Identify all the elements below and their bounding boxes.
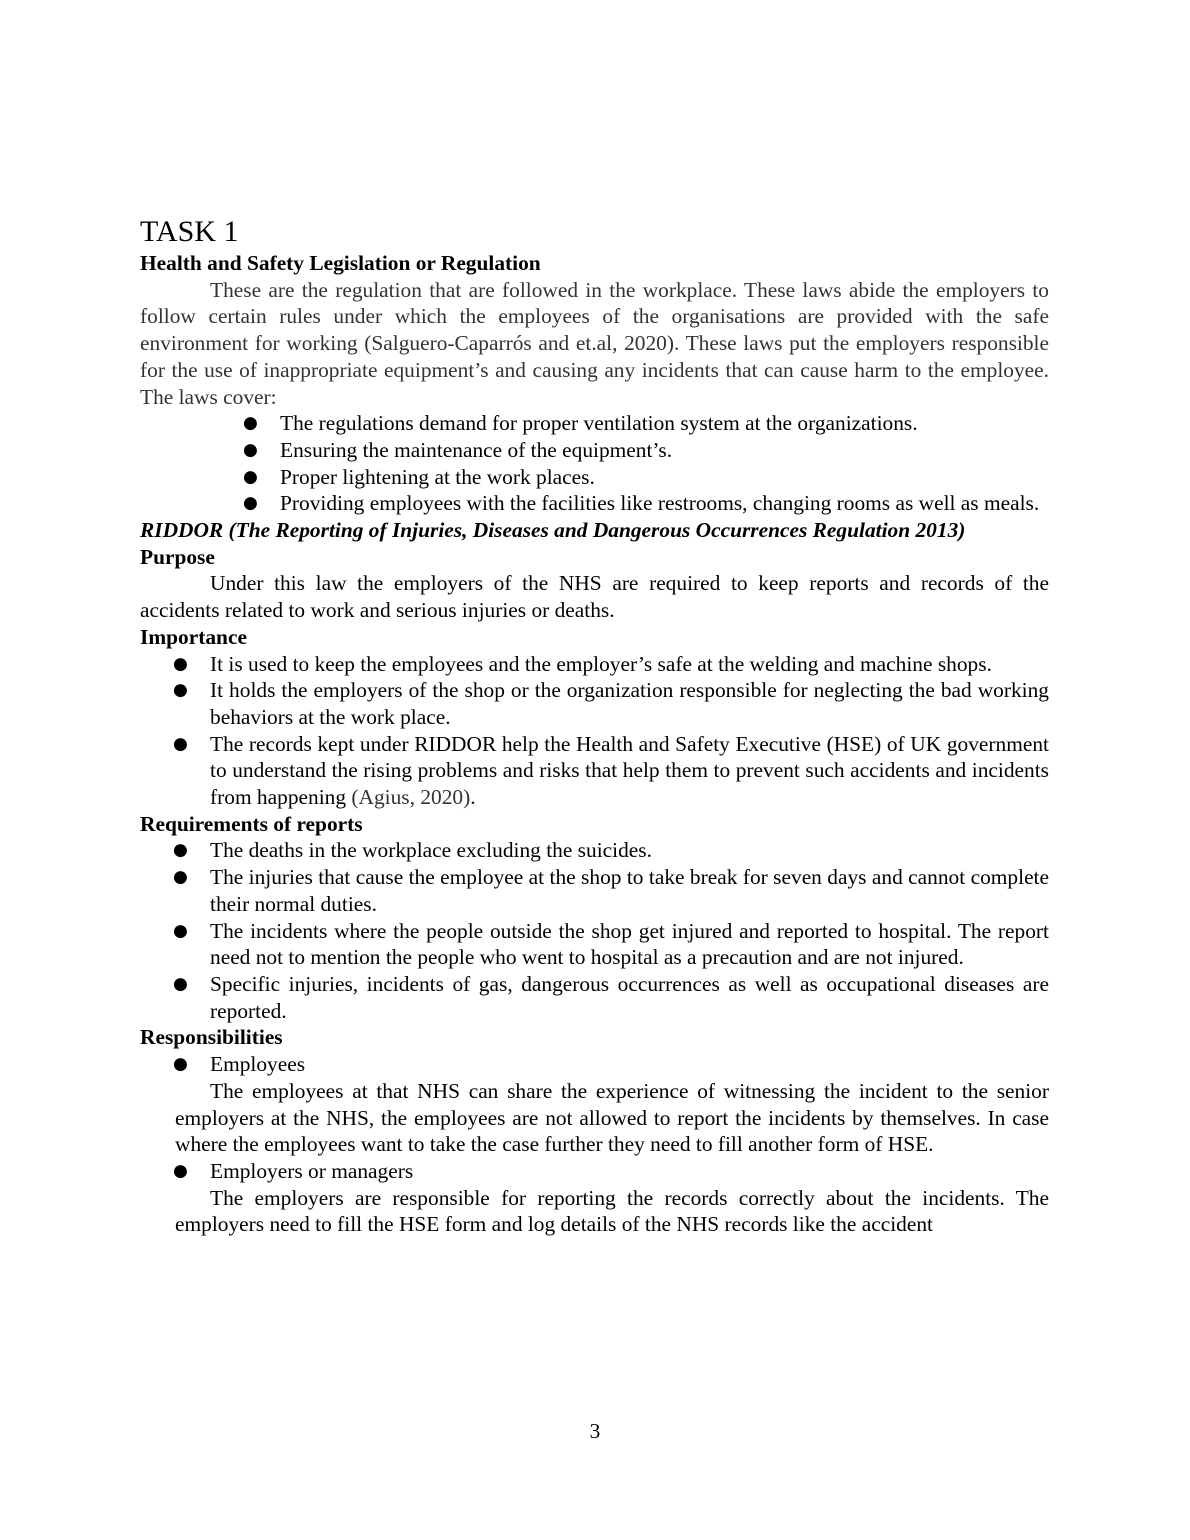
list-item: [140, 437, 1049, 464]
requirements-list: [140, 837, 1049, 1024]
employees-paragraph: The employees at that NHS can share the experience of witnessing the incident to the senior employers at the NHS, the employees are not allowed to report the incidents by themselves. In case where the employees want to take the case further they need to fill another form of HSE.: [175, 1078, 1049, 1157]
list-item: [140, 677, 1049, 730]
intro-paragraph: These are the regulation that are followed in the workplace. These laws abide the employers to follow certain rules under which the employees of the organisations are provided with the safe environment for working (Salguero-Caparrós and et.al, 2020). These laws put the employers responsible for the use of inappropriate equipment’s and causing any incidents that can cause harm to the employee. The laws cover:: [140, 277, 1049, 409]
page-content: [140, 214, 1049, 1238]
bullet-icon: ●: [243, 413, 258, 434]
task-title: TASK 1: [140, 215, 239, 248]
list-item: [140, 731, 1049, 811]
responsibilities-list-2: [140, 1158, 1049, 1185]
list-item-text: Ensuring the maintenance of the equipment’s.: [280, 437, 673, 462]
responsibilities-list: [140, 1051, 1049, 1078]
list-item-text: The deaths in the workplace excluding the suicides.: [210, 838, 652, 863]
bullet-icon: ●: [173, 1160, 188, 1181]
list-item-text: Providing employees with the facilities like restrooms, changing rooms as well as meals.: [280, 491, 1040, 516]
list-item-text: It holds the employers of the shop or the organization responsible for neglecting the bad working behaviors at the work place.: [210, 678, 1049, 729]
requirements-heading: Requirements of reports: [140, 811, 363, 836]
bullet-icon: ●: [173, 840, 188, 861]
riddor-title: RIDDOR (The Reporting of Injuries, Diseases and Dangerous Occurrences Regulation 2013): [140, 518, 966, 543]
importance-heading: Importance: [140, 624, 247, 649]
list-item: [140, 971, 1049, 1024]
laws-cover-list: [140, 410, 1049, 517]
bullet-icon: ●: [173, 920, 188, 941]
bullet-icon: ●: [173, 733, 188, 754]
list-item-text: The injuries that cause the employee at the shop to take break for seven days and cannot complete their normal duties.: [210, 865, 1049, 916]
bullet-icon: ●: [173, 1054, 188, 1075]
citation: (Agius, 2020): [351, 785, 471, 810]
list-item: [140, 864, 1049, 917]
list-item: [140, 410, 1049, 437]
employers-paragraph: The employers are responsible for reporting the records correctly about the incidents. The employers need to fill the HSE form and log details of the NHS records like the accident: [175, 1185, 1049, 1237]
responsibility-label: Employers or managers: [210, 1158, 414, 1183]
bullet-icon: ●: [173, 973, 188, 994]
responsibility-label: Employees: [210, 1052, 306, 1077]
responsibilities-heading: Responsibilities: [140, 1025, 283, 1050]
bullet-icon: ●: [173, 653, 188, 674]
list-item: [140, 1051, 1049, 1078]
list-item-text: The regulations demand for proper ventilation system at the organizations.: [280, 411, 918, 436]
purpose-heading: Purpose: [140, 544, 215, 569]
list-item-text: Proper lightening at the work places.: [280, 464, 595, 489]
bullet-icon: ●: [243, 493, 258, 514]
bullet-icon: ●: [243, 439, 258, 460]
section-heading-health-safety: Health and Safety Legislation or Regulation: [140, 251, 541, 275]
list-item-text: Specific injuries, incidents of gas, dangerous occurrences as well as occupational diseases are reported.: [210, 971, 1049, 1023]
list-item: [140, 918, 1049, 971]
bullet-icon: ●: [173, 680, 188, 701]
list-item: [140, 464, 1049, 491]
list-item-text: The incidents where the people outside the shop get injured and reported to hospital. The report need not to mention the people who went to hospital as a precaution and are not injured.: [210, 918, 1049, 970]
list-item-text: It is used to keep the employees and the employer’s safe at the welding and machine shops.: [210, 651, 992, 676]
list-item: [140, 837, 1049, 864]
list-item: [140, 651, 1049, 678]
page-number: 3: [589, 1419, 601, 1443]
sentence-end: .: [470, 785, 476, 810]
list-item: [140, 1158, 1049, 1185]
purpose-paragraph: Under this law the employers of the NHS are required to keep reports and records of the accidents related to work and serious injuries or deaths.: [140, 571, 1049, 623]
list-item-text: The records kept under RIDDOR help the Health and Safety Executive (HSE) of UK government to understand the rising problems and risks that help them to prevent such accidents and incidents from happening: [210, 731, 1049, 810]
bullet-icon: ●: [173, 867, 188, 888]
bullet-icon: ●: [243, 466, 258, 487]
list-item: [140, 490, 1049, 517]
importance-list: [140, 651, 1049, 811]
